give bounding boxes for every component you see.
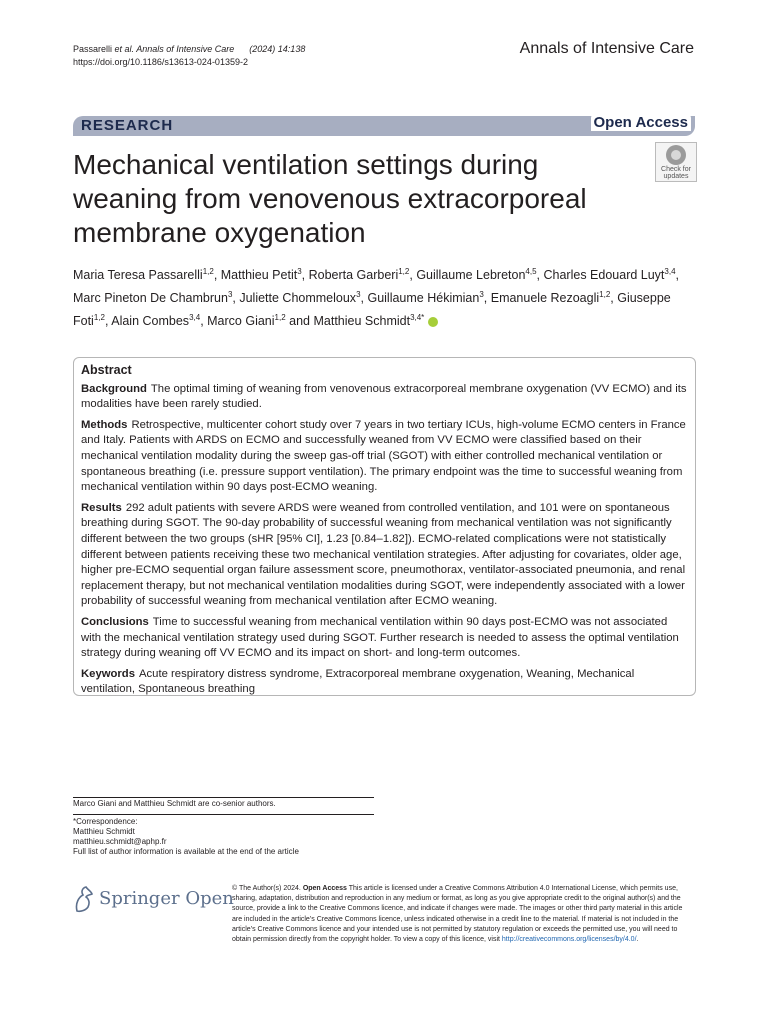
license-copyright: © The Author(s) 2024. — [232, 885, 301, 892]
abstract-box — [73, 357, 696, 696]
conclusions-label: Conclusions — [81, 615, 149, 628]
methods-text: Retrospective, multicenter cohort study over 7 years in two tertiary ICUs, high-volume ECMO centers in France and Italy. Patients with ARDS on ECMO and successfully weaned from VV ECMO were classified based on their mechanical ventilation modality during the sweep gas-off trial (SGOT) with either controlled mechanical ventilation or spontaneous breathing (i.e. pressure support ventilation). The primary endpoint was the time to successful weaning from mechanical ventilation within 90 days post-ECMO weaning. — [81, 418, 686, 494]
open-access-label: Open Access — [591, 114, 692, 131]
citation-journal: Annals of Intensive Care — [134, 44, 235, 54]
abstract-methods — [81, 418, 688, 496]
author-affiliation: 3,4 — [664, 267, 676, 276]
springer-wordmark — [99, 888, 234, 909]
orcid-icon[interactable] — [428, 317, 438, 327]
springer-open-logo — [73, 885, 234, 915]
author-affiliation: 3 — [227, 290, 233, 300]
author-name[interactable]: Matthieu Schmidt — [313, 314, 411, 329]
abstract-conclusions — [81, 615, 688, 662]
citation-etal: et al. — [114, 44, 135, 54]
author-affiliation: 1,2 — [599, 290, 611, 300]
results-label: Results — [81, 501, 122, 514]
author-name[interactable]: Guillaume Hékimian — [367, 291, 480, 306]
article-type-banner — [73, 116, 695, 136]
citation-year: (2024) 14:138 — [249, 44, 306, 54]
author-name[interactable]: Guillaume Lebreton — [416, 268, 526, 283]
abstract-background — [81, 382, 688, 413]
citation-authors: Passarelli — [73, 44, 115, 54]
author-name[interactable]: Roberta Garberi — [308, 268, 399, 283]
author-name[interactable]: Matthieu Petit — [220, 268, 298, 283]
author-list: Maria Teresa Passarelli$^{1,2}$, Matthieu Petit$^3$, Roberta Garberi$^{1,2}$, Guillaume Lebreton$^{4,5}$, Charles Edouard Luyt$^{3,4}$, Marc Pineton De Chambrun$^3$, Juliette Chommeloux$^3$, Guillaume Hékimian$^3$, Emanuele Rezoagli$^{1,2}$, Giuseppe Foti$^{1,2}$, Alain Combes$^{3,4}$, Marco Giani$^{1,2}$ and Matthieu Schmidt$^{3,4*}$ — [73, 267, 680, 329]
keywords-text: Acute respiratory distress syndrome, Extracorporeal membrane oxygenation, Weaning, Mechanical ventilation, Spontaneous breathing — [81, 667, 635, 696]
conclusions-text: Time to successful weaning from mechanical ventilation within 90 days post-ECMO was not associated with the mechanical ventilation strategy used during SGOT. Further research is needed to assess the optimal ventilation strategy during weaning off VV ECMO and its impact on short- and long-term outcomes. — [81, 615, 679, 660]
article-type-label: RESEARCH — [81, 117, 174, 134]
check-updates-icon — [666, 145, 686, 165]
correspondence-name: Matthieu Schmidt — [73, 827, 135, 836]
cosenior-note: Marco Giani and Matthieu Schmidt are co-senior authors. — [73, 799, 276, 808]
author-affiliation: 1,2 — [202, 267, 214, 276]
check-updates-line1: Check for — [661, 166, 691, 173]
footnote-divider — [73, 797, 374, 798]
correspondence-label: *Correspondence: — [73, 817, 138, 826]
springer-horse-icon — [73, 885, 95, 913]
article-title: Mechanical ventilation settings during weaning from venovenous extracorporeal membrane oxygenation — [73, 149, 587, 248]
publisher-suffix: Open — [185, 888, 234, 909]
results-text: 292 adult patients with severe ARDS were weaned from controlled ventilation, and 101 were on spontaneous breathing during SGOT. The 90-day probability of successful weaning from mechanical ventilation was not significantly different between the two groups (sHR [95% CI], 1.23 [0.84–1.82]). ECMO-related complications were not statistically different between patients receiving these two mechanical ventilation strategies. After adjusting for covariates, older age, higher pre-ECMO sequential organ failure assessment score, pneumothorax, ventilator-associated pneumonia, and renal replacement therapy, but not mechanical ventilation modalities during SGOT, were independently associated with a lower probability of successful weaning from mechanical ventilation after ECMO weaning. — [81, 501, 686, 608]
author-name[interactable]: Alain Combes — [111, 314, 190, 329]
author-affiliation: 3,4 — [189, 313, 201, 323]
abstract-results — [81, 501, 688, 610]
author-name[interactable]: Juliette Chommeloux — [239, 291, 357, 306]
citation-header — [73, 43, 305, 69]
license-open-access: Open Access — [302, 885, 347, 892]
author-affiliation: 3 — [479, 290, 484, 300]
author-name[interactable]: Charles Edouard Luyt — [543, 268, 665, 283]
publisher-name: Springer — [99, 888, 180, 909]
check-for-updates-badge[interactable] — [655, 142, 697, 182]
license-end: . — [636, 936, 639, 944]
correspondence-block — [73, 817, 299, 857]
author-affiliation: 1,2 — [93, 313, 105, 323]
author-affiliation: 1,2 — [274, 313, 286, 323]
author-info-note: Full list of author information is available at the end of the article — [73, 847, 299, 856]
author-name[interactable]: Emanuele Rezoagli — [490, 291, 600, 306]
license-statement — [232, 884, 693, 945]
author-name[interactable]: Marco Giani — [207, 314, 275, 329]
methods-label: Methods — [81, 418, 128, 431]
author-affiliation: 3 — [297, 267, 302, 276]
background-label: Background — [81, 382, 147, 395]
author-name[interactable]: Maria Teresa Passarelli — [73, 268, 203, 283]
journal-name: Annals of Intensive Care — [519, 40, 694, 57]
license-link[interactable]: http://creativecommons.org/licenses/by/4.0/ — [501, 936, 637, 944]
abstract-keywords — [81, 667, 688, 698]
footnote-divider — [73, 814, 374, 815]
background-text: The optimal timing of weaning from venovenous extracorporeal membrane oxygenation (VV ECMO) and its modalities have been rarely studied. — [81, 382, 687, 411]
author-name[interactable]: Marc Pineton De Chambrun — [73, 291, 228, 306]
authors-and: and — [289, 314, 310, 329]
doi-link[interactable]: https://doi.org/10.1186/s13613-024-01359-2 — [73, 57, 248, 67]
author-name[interactable]: Giuseppe Foti — [73, 291, 671, 329]
abstract-heading: Abstract — [81, 363, 132, 377]
check-updates-line2: updates — [663, 173, 689, 180]
author-affiliation: 1,2 — [398, 267, 410, 276]
keywords-label: Keywords — [81, 667, 135, 680]
correspondence-email[interactable]: matthieu.schmidt@aphp.fr — [73, 837, 167, 846]
author-affiliation: 3 — [356, 290, 361, 300]
author-affiliation: 4,5 — [525, 267, 537, 276]
author-affiliation: 3,4* — [410, 313, 425, 323]
license-text: This article is licensed under a Creative Commons Attribution 4.0 International License, which permits use, sharing, adaptation, distribution and reproduction in any medium or format, as long as you give appropriate credit to the original author(s) and the source, provide a link to the Creative Commons licence, and indicate if changes were made. The images or other third party material in this article are included in the article’s Creative Commons licence, unless indicated otherwise in a credit line to the material. If material is not included in the article’s Creative Commons licence and your intended use is not permitted by statutory regulation or exceeds the permitted use, you will need to obtain permission directly from the copyright holder. To view a copy of this licence, visit — [232, 885, 683, 944]
